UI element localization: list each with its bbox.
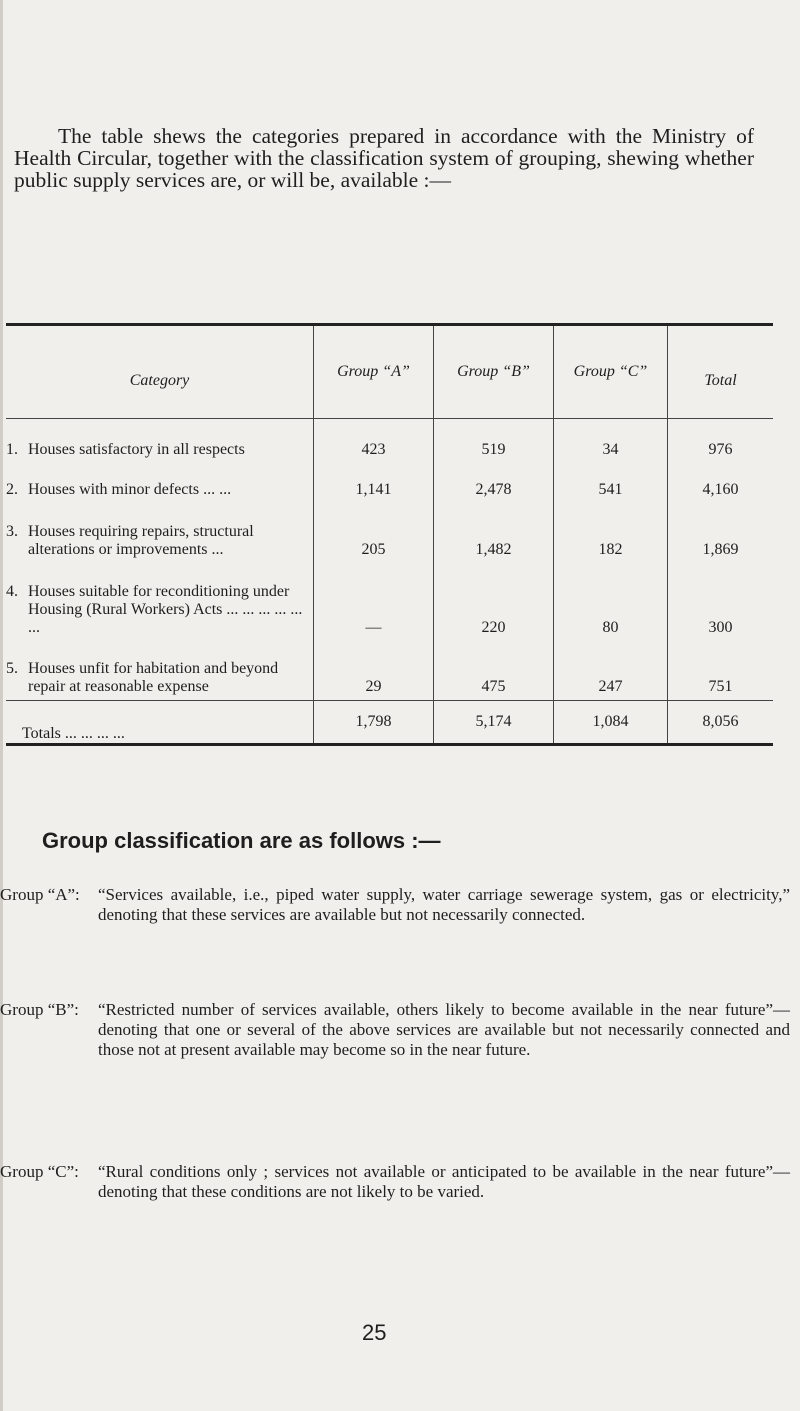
cell-group-c: 34 (554, 419, 668, 463)
cell-total: 976 (668, 419, 774, 463)
cell-group-c: 541 (554, 463, 668, 503)
cell-group-a: 29 (314, 641, 434, 701)
cell-group-a: 1,141 (314, 463, 434, 503)
row-number: 5. (6, 660, 18, 677)
totals-total: 8,056 (668, 701, 774, 745)
row-label: Houses unfit for habitation and beyond repair at reasonable expense (28, 660, 279, 695)
group-b-label: Group “B”: (0, 1000, 79, 1019)
row-label: Houses suitable for reconditioning under Housing (Rural Workers) Acts ... ... ... ... ... ... (28, 582, 303, 636)
classification-heading: Group classification are as follows :— (42, 828, 441, 853)
cell-group-b: 475 (434, 641, 554, 701)
row-label: Houses with minor defects ... ... (28, 480, 232, 498)
totals-group-b: 5,174 (434, 701, 554, 745)
group-b-definition (0, 1000, 790, 1060)
cell-total: 751 (668, 641, 774, 701)
cell-group-c: 247 (554, 641, 668, 701)
header-group-a: Group “A” (314, 325, 434, 419)
group-c-label: Group “C”: (0, 1162, 79, 1181)
categories-table (6, 323, 773, 746)
cell-group-a: 205 (314, 503, 434, 563)
row-number: 3. (6, 522, 18, 540)
cell-group-c: 80 (554, 563, 668, 641)
group-c-definition (0, 1162, 790, 1202)
row-category (6, 441, 313, 459)
totals-group-c: 1,084 (554, 701, 668, 745)
group-a-definition (0, 885, 790, 925)
table-row (6, 419, 773, 463)
row-category (6, 523, 313, 559)
table-row (6, 463, 773, 503)
header-category: Category (6, 325, 314, 419)
cell-group-a: — (314, 563, 434, 641)
row-label: Houses requiring repairs, structural alterations or improvements ... (28, 522, 254, 558)
group-b-text: “Restricted number of services available, others likely to become available in the near future”—denoting that one or several of the above services are available but not necessarily connected and those not at present available may become so in the near future. (98, 1000, 790, 1059)
row-number: 2. (6, 480, 18, 498)
row-category (6, 481, 313, 499)
cell-total: 4,160 (668, 463, 774, 503)
totals-label: Totals ... ... ... ... (6, 701, 314, 745)
header-group-c: Group “C” (554, 325, 668, 419)
cell-group-a: 423 (314, 419, 434, 463)
header-group-b: Group “B” (434, 325, 554, 419)
row-category (6, 583, 313, 637)
totals-group-a: 1,798 (314, 701, 434, 745)
row-label: Houses satisfactory in all respects (28, 440, 245, 458)
table-row (6, 641, 773, 701)
row-category (6, 660, 313, 696)
cell-group-b: 2,478 (434, 463, 554, 503)
header-total: Total (668, 325, 774, 419)
cell-group-b: 1,482 (434, 503, 554, 563)
page-number: 25 (362, 1320, 387, 1345)
cell-group-b: 220 (434, 563, 554, 641)
group-a-label: Group “A”: (0, 885, 80, 904)
row-number: 1. (6, 440, 18, 458)
table-row (6, 563, 773, 641)
cell-group-c: 182 (554, 503, 668, 563)
totals-row (6, 701, 773, 745)
group-c-text: “Rural conditions only ; services not available or anticipated to be available in the near future”—denoting that these conditions are not likely to be varied. (98, 1162, 790, 1201)
cell-total: 300 (668, 563, 774, 641)
intro-paragraph: The table shews the categories prepared in accordance with the Ministry of Health Circular, together with the classification system of grouping, shewing whether public supply services are, or will be, available :— (14, 124, 754, 192)
row-number: 4. (6, 582, 18, 600)
cell-group-b: 519 (434, 419, 554, 463)
group-a-text: “Services available, i.e., piped water supply, water carriage sewerage system, gas or electricity,” denoting that these services are available but not necessarily connected. (98, 885, 790, 924)
table-header-row (6, 325, 773, 419)
cell-total: 1,869 (668, 503, 774, 563)
table-row (6, 503, 773, 563)
